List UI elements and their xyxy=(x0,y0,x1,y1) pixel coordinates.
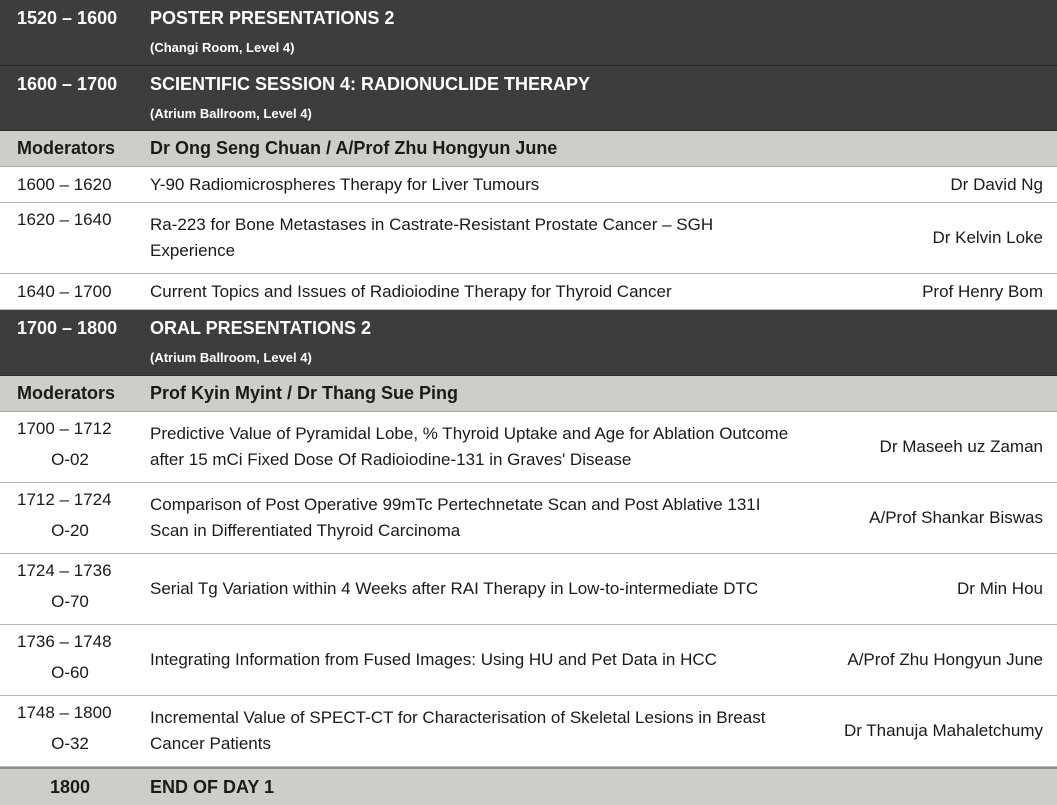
session-venue: (Changi Room, Level 4) xyxy=(150,40,295,55)
abstract-code: O-60 xyxy=(51,663,89,682)
talk-info xyxy=(140,412,1057,482)
talk-info xyxy=(140,625,1057,695)
talk-title: Current Topics and Issues of Radioiodine Therapy for Thyroid Cancer xyxy=(150,281,672,301)
talk-title: Comparison of Post Operative 99mTc Pertechnetate Scan and Post Ablative 131I Scan in Differentiated Thyroid Carcinoma xyxy=(150,495,761,540)
talk-title: Integrating Information from Fused Images: Using HU and Pet Data in HCC xyxy=(150,650,717,669)
session-header-poster-presentations xyxy=(0,0,1057,66)
talk-time-cell xyxy=(0,554,140,624)
talk-speaker: Dr David Ng xyxy=(950,174,1043,194)
talk-info xyxy=(140,554,1057,624)
talk-title: Y-90 Radiomicrospheres Therapy for Liver Tumours xyxy=(150,174,540,194)
talk-title: Serial Tg Variation within 4 Weeks after RAI Therapy in Low-to-intermediate DTC xyxy=(150,579,759,598)
abstract-code: O-20 xyxy=(51,521,89,540)
session-info xyxy=(140,310,1057,375)
abstract-code: O-70 xyxy=(51,592,89,611)
talk-info xyxy=(140,483,1057,553)
talk-info xyxy=(140,696,1057,766)
talk-speaker: Prof Henry Bom xyxy=(922,281,1043,301)
abstract-code: O-32 xyxy=(51,734,89,753)
talk-time-cell xyxy=(0,625,140,695)
talk-title: Ra-223 for Bone Metastases in Castrate-Resistant Prostate Cancer – SGH Experience xyxy=(150,215,714,260)
end-of-day-row xyxy=(0,767,1057,805)
session-info xyxy=(140,0,1057,65)
talk-row xyxy=(0,625,1057,696)
talk-time-cell xyxy=(0,483,140,553)
talk-speaker: Dr Min Hou xyxy=(957,579,1043,598)
session-title: ORAL PRESENTATIONS 2 xyxy=(150,318,372,338)
talk-time: 1700 – 1712 xyxy=(17,419,112,438)
moderators-names: Prof Kyin Myint / Dr Thang Sue Ping xyxy=(150,383,459,403)
talk-time: 1600 – 1620 xyxy=(17,174,112,194)
talk-time-cell xyxy=(0,696,140,766)
talk-row xyxy=(0,483,1057,554)
talk-speaker: A/Prof Zhu Hongyun June xyxy=(847,650,1043,669)
talk-time: 1748 – 1800 xyxy=(17,703,112,722)
talk-info xyxy=(140,203,1057,273)
talk-time: 1640 – 1700 xyxy=(17,281,112,301)
talk-title: Predictive Value of Pyramidal Lobe, % Thyroid Uptake and Age for Ablation Outcome after 15 mCi Fixed Dose Of Radioiodine-131 in Graves' Disease xyxy=(150,424,789,469)
session-info xyxy=(140,66,1057,130)
moderators-names: Dr Ong Seng Chuan / A/Prof Zhu Hongyun June xyxy=(150,138,558,158)
talk-speaker: A/Prof Shankar Biswas xyxy=(869,508,1043,527)
session-header-scientific-session-4 xyxy=(0,66,1057,131)
talk-time-cell xyxy=(0,412,140,482)
talk-time: 1712 – 1724 xyxy=(17,490,112,509)
abstract-code: O-02 xyxy=(51,450,89,469)
session-title: POSTER PRESENTATIONS 2 xyxy=(150,8,395,28)
moderators-label: Moderators xyxy=(17,138,116,158)
talk-speaker: Dr Maseeh uz Zaman xyxy=(879,437,1043,456)
talk-info xyxy=(140,274,1057,309)
session-header-oral-presentations xyxy=(0,310,1057,376)
session-time: 1700 – 1800 xyxy=(17,318,118,338)
talk-row xyxy=(0,554,1057,625)
talk-row xyxy=(0,696,1057,767)
end-time: 1800 xyxy=(49,776,91,797)
talk-row xyxy=(0,203,1057,274)
end-label: END OF DAY 1 xyxy=(150,776,275,797)
talk-time: 1736 – 1748 xyxy=(17,632,112,651)
session-venue: (Atrium Ballroom, Level 4) xyxy=(150,350,312,365)
talk-row xyxy=(0,167,1057,203)
moderators-label: Moderators xyxy=(17,383,116,403)
talk-title: Incremental Value of SPECT-CT for Characterisation of Skeletal Lesions in Breast Cancer Patients xyxy=(150,708,766,753)
talk-time: 1724 – 1736 xyxy=(17,561,112,580)
moderators-row xyxy=(0,376,1057,412)
talk-row xyxy=(0,412,1057,483)
session-venue: (Atrium Ballroom, Level 4) xyxy=(150,106,312,121)
talk-speaker: Dr Thanuja Mahaletchumy xyxy=(843,721,1043,740)
moderators-row xyxy=(0,131,1057,167)
session-time: 1600 – 1700 xyxy=(17,74,118,94)
session-title: SCIENTIFIC SESSION 4: RADIONUCLIDE THERAPY xyxy=(150,74,591,94)
talk-time: 1620 – 1640 xyxy=(17,210,112,229)
session-time: 1520 – 1600 xyxy=(17,8,118,28)
talk-row xyxy=(0,274,1057,310)
talk-info xyxy=(140,167,1057,202)
talk-speaker: Dr Kelvin Loke xyxy=(932,228,1043,247)
